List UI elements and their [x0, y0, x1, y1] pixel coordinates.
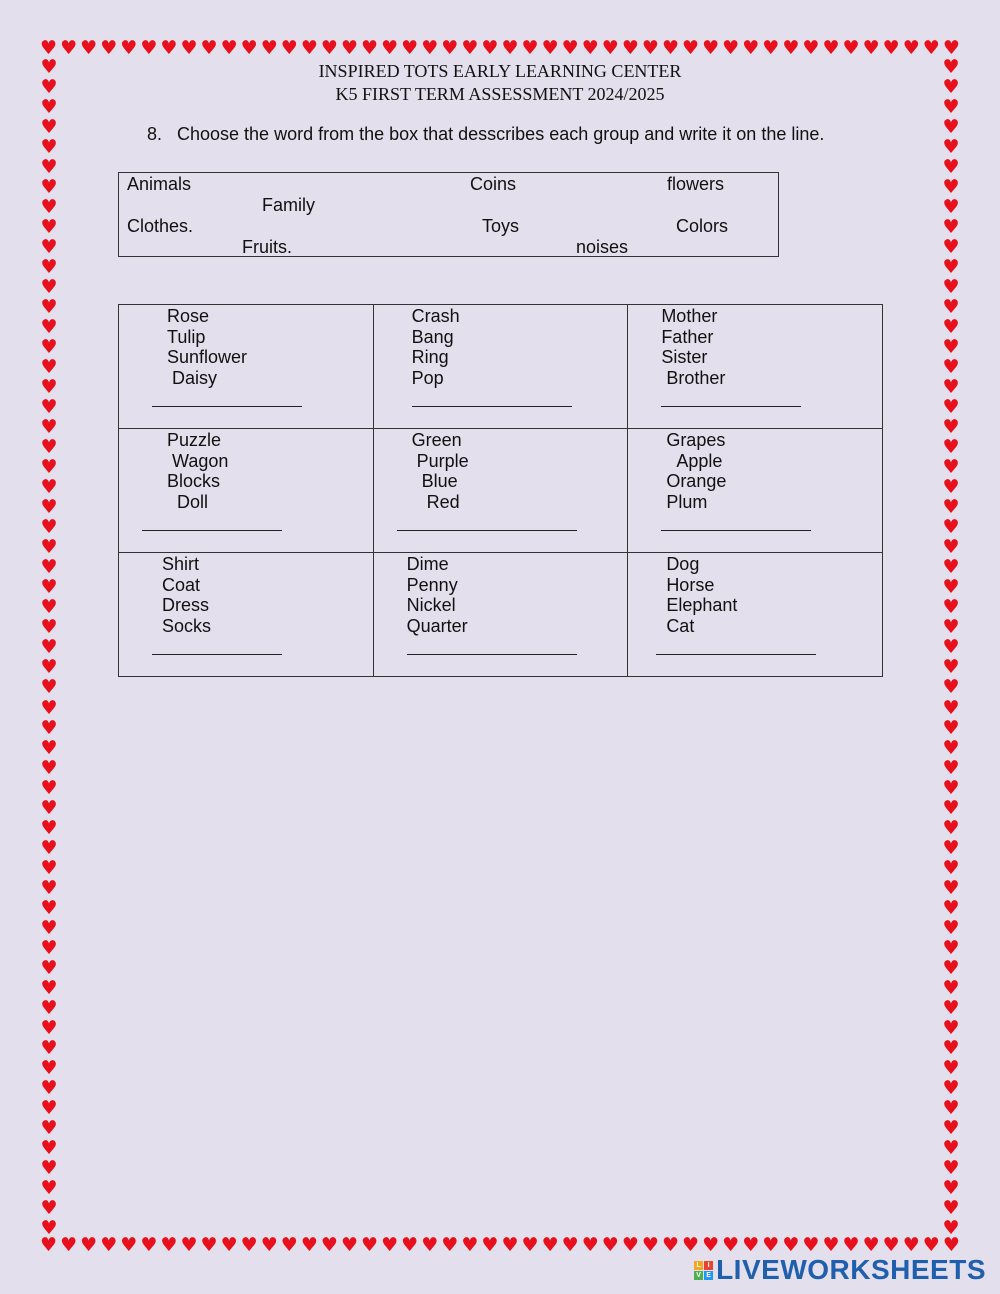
group-word: Shirt	[162, 554, 200, 574]
word-bank-item: Fruits.	[242, 237, 293, 257]
heart-icon: ♥	[942, 1136, 960, 1159]
heart-icon: ♥	[40, 1196, 58, 1219]
heart-icon: ♥	[902, 36, 920, 59]
heart-icon: ♥	[942, 876, 960, 899]
heart-icon: ♥	[942, 56, 960, 78]
group-word: Brother	[666, 368, 726, 389]
heart-icon: ♥	[461, 1233, 479, 1256]
heart-icon: ♥	[40, 976, 58, 999]
heart-icon: ♥	[942, 916, 960, 939]
heart-icon: ♥	[40, 1096, 58, 1119]
heart-icon: ♥	[40, 936, 58, 959]
heart-icon: ♥	[40, 796, 58, 819]
heart-icon: ♥	[722, 36, 740, 59]
heart-icon: ♥	[140, 1233, 158, 1256]
heart-icon: ♥	[641, 1233, 659, 1256]
group-word: Blocks	[167, 471, 221, 492]
heart-icon: ♥	[942, 536, 960, 559]
heart-icon: ♥	[40, 136, 58, 159]
word-bank-item: Clothes.	[127, 216, 194, 236]
group-cell	[628, 553, 883, 677]
heart-icon: ♥	[501, 1233, 519, 1256]
heart-icon: ♥	[862, 36, 880, 59]
heart-icon: ♥	[40, 1056, 58, 1079]
word-groups-table	[118, 304, 883, 677]
heart-icon: ♥	[40, 296, 58, 319]
heart-icon: ♥	[782, 36, 800, 59]
heart-icon: ♥	[381, 1233, 399, 1256]
heart-icon: ♥	[541, 1233, 559, 1256]
heart-icon: ♥	[942, 276, 960, 299]
group-word: Dog	[666, 554, 700, 574]
heart-icon: ♥	[722, 1233, 740, 1256]
group-cell	[119, 429, 374, 553]
heart-icon: ♥	[902, 1233, 920, 1256]
answer-line[interactable]	[397, 530, 577, 531]
heart-icon: ♥	[942, 1116, 960, 1139]
heart-icon: ♥	[942, 216, 960, 239]
heart-icon: ♥	[260, 36, 278, 59]
heart-icon: ♥	[822, 36, 840, 59]
group-cell	[373, 429, 628, 553]
heart-icon: ♥	[40, 416, 58, 439]
group-word: Cat	[666, 616, 695, 637]
logo-badge-icon: L I V E	[694, 1261, 713, 1280]
heart-icon: ♥	[40, 236, 58, 259]
heart-icon: ♥	[942, 576, 960, 599]
answer-line[interactable]	[152, 654, 282, 655]
heart-icon: ♥	[40, 616, 58, 639]
question-text: Choose the word from the box that desscribes each group and write it on the line.	[177, 124, 825, 144]
heart-icon: ♥	[942, 136, 960, 159]
group-cell	[119, 305, 374, 429]
heart-icon: ♥	[40, 576, 58, 599]
word-bank-item: Coins	[470, 174, 517, 194]
heart-icon: ♥	[220, 36, 238, 59]
group-cell	[119, 553, 374, 677]
group-word: Pop	[411, 368, 444, 389]
heart-icon: ♥	[40, 196, 58, 219]
heart-icon: ♥	[661, 1233, 679, 1256]
heart-icon: ♥	[40, 216, 58, 239]
heart-icon: ♥	[942, 896, 960, 919]
question-instruction	[147, 124, 824, 145]
group-word: Daisy	[172, 368, 218, 389]
group-cell	[373, 553, 628, 677]
heart-icon: ♥	[40, 376, 58, 399]
heart-icon: ♥	[40, 676, 58, 699]
heart-icon: ♥	[40, 276, 58, 299]
heart-icon: ♥	[481, 1233, 499, 1256]
heart-icon: ♥	[621, 1233, 639, 1256]
heart-icon: ♥	[361, 1233, 379, 1256]
heart-icon: ♥	[942, 596, 960, 619]
heart-icon: ♥	[200, 36, 218, 59]
heart-icon: ♥	[521, 36, 539, 59]
heart-icon: ♥	[240, 36, 258, 59]
heart-icon: ♥	[942, 376, 960, 399]
heart-icon: ♥	[762, 36, 780, 59]
heart-icon: ♥	[682, 36, 700, 59]
group-word: Wagon	[172, 450, 229, 471]
heart-icon: ♥	[561, 36, 579, 59]
liveworksheets-logo	[694, 1254, 986, 1286]
group-word: Green	[411, 430, 462, 450]
heart-icon: ♥	[40, 1156, 58, 1179]
heart-icon: ♥	[702, 36, 720, 59]
heart-icon: ♥	[40, 536, 58, 559]
heart-icon: ♥	[842, 36, 860, 59]
heart-icon: ♥	[601, 1233, 619, 1256]
heart-icon: ♥	[541, 36, 559, 59]
group-word: Coat	[162, 574, 201, 595]
heart-icon: ♥	[942, 436, 960, 459]
heart-icon: ♥	[401, 36, 419, 59]
heart-icon: ♥	[40, 456, 58, 479]
group-word: Grapes	[666, 430, 726, 450]
heart-icon: ♥	[942, 856, 960, 879]
heart-icon: ♥	[601, 36, 619, 59]
heart-icon: ♥	[40, 556, 58, 579]
heart-icon: ♥	[40, 736, 58, 759]
heart-icon: ♥	[40, 596, 58, 619]
heart-icon: ♥	[942, 696, 960, 719]
heart-border-top	[40, 38, 960, 58]
heart-icon: ♥	[40, 96, 58, 119]
heart-icon: ♥	[40, 1233, 58, 1256]
heart-icon: ♥	[441, 1233, 459, 1256]
heart-icon: ♥	[40, 756, 58, 779]
heart-icon: ♥	[421, 36, 439, 59]
heart-icon: ♥	[942, 416, 960, 439]
group-word: Elephant	[666, 595, 738, 616]
heart-icon: ♥	[40, 1036, 58, 1059]
heart-icon: ♥	[942, 476, 960, 499]
heart-icon: ♥	[40, 36, 58, 59]
heart-icon: ♥	[40, 1136, 58, 1159]
heart-icon: ♥	[942, 1036, 960, 1059]
page-header	[0, 56, 1000, 106]
heart-icon: ♥	[641, 36, 659, 59]
question-number: 8.	[147, 124, 163, 144]
heart-icon: ♥	[40, 1116, 58, 1139]
heart-icon: ♥	[942, 256, 960, 279]
heart-icon: ♥	[942, 1176, 960, 1199]
heart-icon: ♥	[40, 876, 58, 899]
heart-icon: ♥	[942, 36, 960, 59]
heart-icon: ♥	[762, 1233, 780, 1256]
school-name: INSPIRED TOTS EARLY LEARNING CENTER	[318, 61, 682, 81]
heart-icon: ♥	[80, 1233, 98, 1256]
heart-icon: ♥	[40, 156, 58, 179]
heart-icon: ♥	[40, 1016, 58, 1039]
heart-icon: ♥	[942, 1216, 960, 1239]
group-word: Dress	[162, 595, 210, 616]
heart-icon: ♥	[40, 436, 58, 459]
assessment-title: K5 FIRST TERM ASSESSMENT 2024/2025	[335, 84, 665, 104]
heart-icon: ♥	[40, 116, 58, 139]
heart-icon: ♥	[40, 516, 58, 539]
answer-line[interactable]	[152, 406, 302, 407]
heart-icon: ♥	[40, 396, 58, 419]
heart-icon: ♥	[942, 556, 960, 579]
heart-icon: ♥	[942, 456, 960, 479]
heart-icon: ♥	[802, 36, 820, 59]
answer-line[interactable]	[661, 406, 801, 407]
group-word: Nickel	[406, 595, 456, 616]
group-cell	[628, 429, 883, 553]
heart-border-left	[39, 58, 59, 1238]
heart-icon: ♥	[220, 1233, 238, 1256]
heart-icon: ♥	[581, 1233, 599, 1256]
answer-line[interactable]	[412, 406, 572, 407]
group-word: Dime	[406, 554, 449, 574]
heart-icon: ♥	[942, 956, 960, 979]
answer-line[interactable]	[661, 530, 811, 531]
group-word: Plum	[666, 492, 708, 513]
heart-icon: ♥	[461, 36, 479, 59]
word-bank-box	[118, 172, 779, 257]
heart-icon: ♥	[942, 1096, 960, 1119]
heart-icon: ♥	[401, 1233, 419, 1256]
heart-icon: ♥	[661, 36, 679, 59]
heart-icon: ♥	[40, 336, 58, 359]
heart-icon: ♥	[942, 1196, 960, 1219]
group-word: Tulip	[167, 326, 206, 347]
heart-icon: ♥	[60, 1233, 78, 1256]
heart-icon: ♥	[340, 1233, 358, 1256]
group-word: Mother	[661, 306, 718, 326]
heart-icon: ♥	[120, 1233, 138, 1256]
group-word: Rose	[167, 306, 210, 326]
heart-icon: ♥	[60, 36, 78, 59]
heart-icon: ♥	[180, 36, 198, 59]
group-word: Bang	[411, 326, 454, 347]
heart-icon: ♥	[100, 1233, 118, 1256]
heart-icon: ♥	[180, 1233, 198, 1256]
heart-icon: ♥	[361, 36, 379, 59]
word-bank-item: Toys	[482, 216, 520, 236]
heart-icon: ♥	[621, 36, 639, 59]
heart-icon: ♥	[481, 36, 499, 59]
heart-icon: ♥	[942, 996, 960, 1019]
heart-icon: ♥	[942, 796, 960, 819]
heart-icon: ♥	[922, 1233, 940, 1256]
heart-icon: ♥	[942, 76, 960, 99]
heart-icon: ♥	[300, 36, 318, 59]
heart-icon: ♥	[340, 36, 358, 59]
heart-icon: ♥	[942, 816, 960, 839]
answer-line[interactable]	[407, 654, 577, 655]
group-word: Puzzle	[167, 430, 222, 450]
heart-icon: ♥	[942, 496, 960, 519]
heart-icon: ♥	[882, 36, 900, 59]
heart-icon: ♥	[40, 1216, 58, 1239]
group-word: Red	[426, 492, 460, 513]
heart-icon: ♥	[882, 1233, 900, 1256]
heart-icon: ♥	[942, 396, 960, 419]
heart-icon: ♥	[742, 36, 760, 59]
heart-icon: ♥	[140, 36, 158, 59]
heart-icon: ♥	[581, 36, 599, 59]
group-word: Horse	[666, 574, 715, 595]
group-word: Father	[661, 326, 714, 347]
heart-icon: ♥	[40, 1176, 58, 1199]
heart-icon: ♥	[40, 636, 58, 659]
heart-icon: ♥	[942, 776, 960, 799]
heart-border-right	[941, 58, 961, 1238]
heart-icon: ♥	[441, 36, 459, 59]
heart-icon: ♥	[942, 1156, 960, 1179]
heart-icon: ♥	[40, 996, 58, 1019]
answer-line[interactable]	[656, 654, 816, 655]
group-word: Purple	[416, 450, 469, 471]
group-cell	[628, 305, 883, 429]
heart-border-bottom	[40, 1235, 960, 1255]
heart-icon: ♥	[40, 896, 58, 919]
word-bank-item: Colors	[676, 216, 729, 236]
heart-icon: ♥	[40, 716, 58, 739]
group-word: Ring	[411, 347, 449, 368]
heart-icon: ♥	[942, 976, 960, 999]
heart-icon: ♥	[942, 196, 960, 219]
group-word: Doll	[177, 492, 209, 513]
word-bank-item: noises	[576, 237, 629, 257]
heart-icon: ♥	[40, 1076, 58, 1099]
heart-icon: ♥	[942, 1016, 960, 1039]
heart-icon: ♥	[521, 1233, 539, 1256]
group-cell	[373, 305, 628, 429]
heart-icon: ♥	[40, 776, 58, 799]
heart-icon: ♥	[40, 76, 58, 99]
heart-icon: ♥	[561, 1233, 579, 1256]
heart-icon: ♥	[942, 616, 960, 639]
heart-icon: ♥	[40, 496, 58, 519]
heart-icon: ♥	[200, 1233, 218, 1256]
heart-icon: ♥	[40, 956, 58, 979]
heart-icon: ♥	[40, 256, 58, 279]
heart-icon: ♥	[802, 1233, 820, 1256]
heart-icon: ♥	[942, 836, 960, 859]
heart-icon: ♥	[280, 36, 298, 59]
group-word: Sunflower	[167, 347, 248, 368]
heart-icon: ♥	[942, 116, 960, 139]
group-word: Socks	[162, 616, 212, 637]
heart-icon: ♥	[682, 1233, 700, 1256]
word-bank-item: flowers	[667, 174, 725, 194]
group-word: Penny	[406, 574, 458, 595]
heart-icon: ♥	[942, 676, 960, 699]
heart-icon: ♥	[942, 516, 960, 539]
heart-icon: ♥	[942, 316, 960, 339]
word-bank-item: Animals	[127, 174, 192, 194]
group-word: Crash	[411, 306, 460, 326]
heart-icon: ♥	[40, 356, 58, 379]
heart-icon: ♥	[501, 36, 519, 59]
group-word: Blue	[421, 471, 458, 492]
heart-icon: ♥	[842, 1233, 860, 1256]
heart-icon: ♥	[942, 756, 960, 779]
heart-icon: ♥	[942, 356, 960, 379]
heart-icon: ♥	[942, 936, 960, 959]
heart-icon: ♥	[100, 36, 118, 59]
heart-icon: ♥	[240, 1233, 258, 1256]
heart-icon: ♥	[942, 296, 960, 319]
heart-icon: ♥	[320, 1233, 338, 1256]
heart-icon: ♥	[421, 1233, 439, 1256]
heart-icon: ♥	[260, 1233, 278, 1256]
heart-icon: ♥	[300, 1233, 318, 1256]
heart-icon: ♥	[40, 316, 58, 339]
group-word: Quarter	[406, 616, 468, 637]
heart-icon: ♥	[40, 656, 58, 679]
heart-icon: ♥	[942, 1233, 960, 1256]
heart-icon: ♥	[942, 96, 960, 119]
group-word: Apple	[676, 450, 723, 471]
heart-icon: ♥	[782, 1233, 800, 1256]
heart-icon: ♥	[942, 1076, 960, 1099]
heart-icon: ♥	[381, 36, 399, 59]
heart-icon: ♥	[80, 36, 98, 59]
heart-icon: ♥	[40, 856, 58, 879]
heart-icon: ♥	[942, 736, 960, 759]
answer-line[interactable]	[142, 530, 282, 531]
group-word: Orange	[666, 471, 727, 492]
group-word: Sister	[661, 347, 708, 368]
heart-icon: ♥	[822, 1233, 840, 1256]
heart-icon: ♥	[942, 156, 960, 179]
heart-icon: ♥	[160, 1233, 178, 1256]
heart-icon: ♥	[942, 1056, 960, 1079]
logo-text: LIVEWORKSHEETS	[716, 1254, 986, 1285]
heart-icon: ♥	[40, 476, 58, 499]
heart-icon: ♥	[942, 636, 960, 659]
heart-icon: ♥	[942, 176, 960, 199]
heart-icon: ♥	[280, 1233, 298, 1256]
heart-icon: ♥	[160, 36, 178, 59]
heart-icon: ♥	[40, 176, 58, 199]
heart-icon: ♥	[942, 656, 960, 679]
heart-icon: ♥	[922, 36, 940, 59]
word-bank-item: Family	[262, 195, 315, 215]
heart-icon: ♥	[40, 696, 58, 719]
heart-icon: ♥	[320, 36, 338, 59]
heart-icon: ♥	[942, 236, 960, 259]
heart-icon: ♥	[40, 836, 58, 859]
heart-icon: ♥	[862, 1233, 880, 1256]
heart-icon: ♥	[40, 56, 58, 78]
heart-icon: ♥	[942, 716, 960, 739]
heart-icon: ♥	[742, 1233, 760, 1256]
heart-icon: ♥	[942, 336, 960, 359]
heart-icon: ♥	[702, 1233, 720, 1256]
heart-icon: ♥	[40, 816, 58, 839]
heart-icon: ♥	[40, 916, 58, 939]
heart-icon: ♥	[120, 36, 138, 59]
